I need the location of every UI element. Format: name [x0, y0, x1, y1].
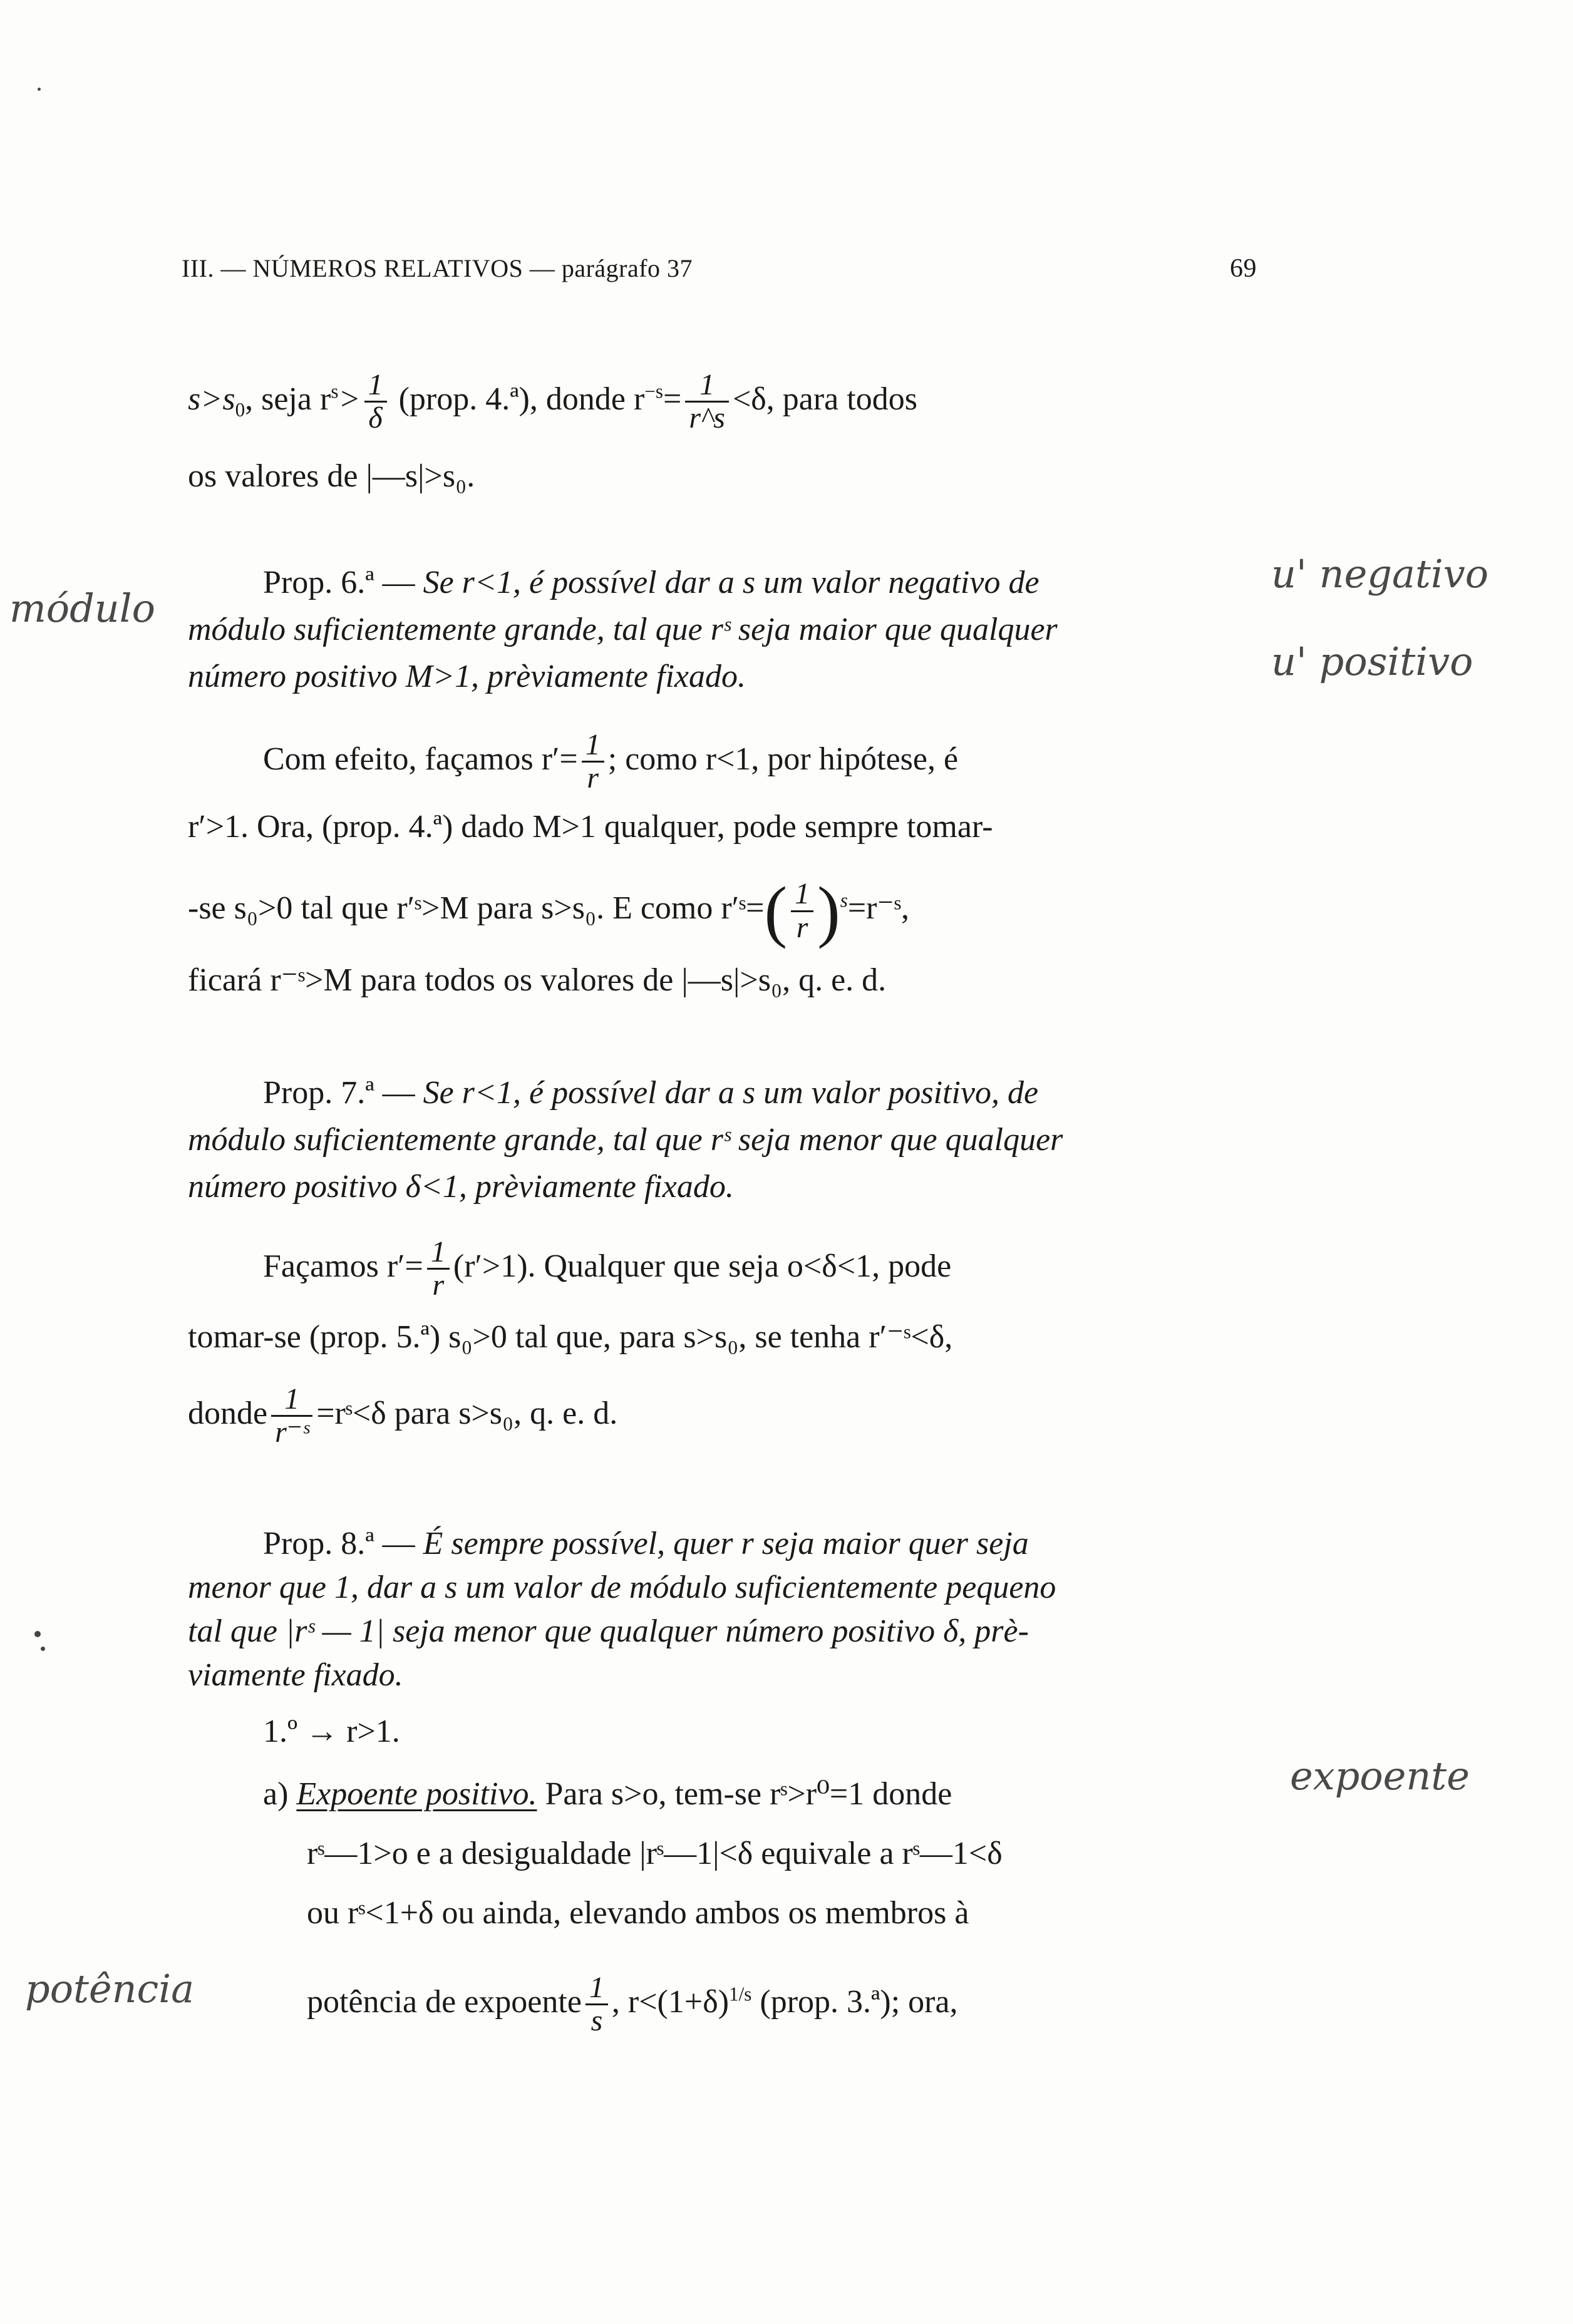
fraction — [791, 878, 813, 943]
fraction-numerator: 1 — [585, 1972, 608, 2005]
fraction-numerator: 1 — [271, 1384, 312, 1417]
superscript: −s — [644, 380, 663, 403]
prop7-proof-line-2: tomar-se (prop. 5.ª) s₀>0 tal que, para s>s₀, se tenha r′⁻ˢ<δ, — [188, 1319, 953, 1355]
text: (prop. 4.ª), donde r — [398, 381, 645, 417]
prop6-statement-line-2 — [188, 614, 1058, 646]
paren: ( — [764, 873, 788, 949]
fraction-denominator: r⁻ˢ — [275, 1416, 309, 1449]
case-a-line-3: ou rˢ<1+δ ou ainda, elevando ambos os membros à — [307, 1895, 969, 1931]
fraction-numerator: 1 — [582, 729, 604, 763]
superscript: s — [840, 889, 848, 912]
text: (prop. 3.ª); ora, — [760, 1983, 958, 2020]
text: Façamos r′= — [263, 1248, 423, 1284]
prop-text: É sempre possível, quer r seja maior quer seja — [423, 1526, 1029, 1561]
prop7-statement-line-1 — [188, 1077, 1038, 1109]
prop6-statement-line-1 — [188, 567, 1039, 599]
scan-speck — [34, 1631, 41, 1637]
case-a-line-2: rˢ—1>o e a desigualdade |rˢ—1|<δ equivale a rˢ—1<δ — [307, 1836, 1003, 1871]
prop-label: Prop. 7.ª — — [263, 1075, 415, 1111]
text: (r′>1). Qualquer que seja o<δ<1, pode — [453, 1248, 952, 1284]
prop6-proof-line-1 — [188, 729, 958, 794]
prop-text: menor que 1, dar a s um valor de módulo suficientemente pequeno — [188, 1570, 1056, 1605]
fraction — [271, 1384, 312, 1449]
prop-text: Se r<1, é possível dar a s um valor positivo, de — [423, 1075, 1039, 1111]
prop-text: tal que |rˢ — 1| seja menor que qualquer número positivo δ, prè- — [188, 1613, 1029, 1649]
text: , r<(1+δ) — [611, 1983, 730, 2020]
text: ; como r<1, por hipótese, é — [607, 741, 959, 777]
text-line-2: os valores de |—s|>s₀. — [188, 458, 475, 494]
prop6-proof-line-4: ficará r⁻ˢ>M para todos os valores de |—s|>s₀, q. e. d. — [188, 962, 887, 998]
math: s>s — [188, 381, 235, 417]
fraction — [685, 369, 729, 434]
superscript: 1/s — [729, 1983, 752, 2005]
text-line-1 — [188, 369, 917, 434]
fraction — [427, 1237, 450, 1302]
fraction — [582, 729, 604, 794]
case-heading: 1.º → r>1. — [263, 1714, 400, 1749]
paren: ) — [817, 873, 840, 949]
math: > — [338, 381, 361, 417]
fraction-denominator: r — [587, 761, 599, 795]
fraction-denominator: s — [591, 2004, 603, 2038]
prop8-statement-line-3 — [188, 1615, 1029, 1648]
subscript: 0 — [235, 399, 245, 421]
case-a-line-1 — [263, 1778, 952, 1811]
prop8-statement-line-1 — [188, 1528, 1029, 1560]
prop-text: viamente fixado. — [188, 1657, 403, 1693]
prop6-proof-line-2: r′>1. Ora, (prop. 4.ª) dado M>1 qualquer, pode sempre tomar- — [188, 809, 993, 845]
fraction-denominator: r — [796, 910, 808, 944]
prop7-proof-line-1 — [188, 1237, 951, 1302]
page-body — [188, 0, 1256, 2324]
case-a-line-4 — [307, 1972, 958, 2037]
fraction — [585, 1972, 608, 2037]
page-number: 69 — [1230, 254, 1257, 283]
fraction-denominator: r^s — [689, 401, 725, 435]
prop7-statement-line-3 — [188, 1171, 734, 1203]
text: -se s₀>0 tal que r′ˢ>M para s>s₀. E como r′ˢ= — [188, 890, 765, 926]
prop-text: número positivo M>1, prèviamente fixado. — [188, 659, 746, 694]
superscript: s — [331, 380, 339, 403]
prop-text: número positivo δ<1, prèviamente fixado. — [188, 1169, 734, 1205]
case-title: Expoente positivo. — [296, 1776, 537, 1812]
prop-text: módulo suficientemente grande, tal que rˢ seja menor que qualquer — [188, 1122, 1063, 1158]
fraction-denominator: r — [432, 1268, 445, 1302]
section-title: III. — NÚMEROS RELATIVOS — parágrafo 37 — [182, 254, 693, 282]
text: potência de expoente — [307, 1983, 582, 2020]
case-label: a) — [263, 1776, 289, 1812]
prop-text: Se r<1, é possível dar a s um valor negativo de — [423, 565, 1039, 600]
handwritten-note: expoente — [1290, 1753, 1470, 1799]
prop7-proof-line-3 — [188, 1384, 617, 1449]
text: donde — [188, 1395, 268, 1431]
handwritten-note: módulo — [9, 585, 155, 631]
prop6-proof-line-3 — [188, 873, 909, 949]
fraction-denominator: δ — [368, 401, 383, 435]
prop-label: Prop. 6.ª — — [263, 565, 415, 600]
fraction-numerator: 1 — [791, 878, 813, 912]
prop-text: módulo suficientemente grande, tal que rˢ seja maior que qualquer — [188, 612, 1058, 647]
handwritten-note: u' positivo — [1271, 639, 1473, 684]
prop-label: Prop. 8.ª — — [263, 1526, 415, 1561]
text: Para s>o, tem-se rˢ>r⁰=1 donde — [545, 1776, 952, 1812]
fraction — [364, 369, 387, 434]
prop7-statement-line-2 — [188, 1124, 1063, 1156]
text: =rˢ<δ para s>s₀, q. e. d. — [316, 1395, 618, 1431]
fraction-numerator: 1 — [364, 369, 387, 403]
prop8-statement-line-4 — [188, 1659, 403, 1692]
scan-speck — [38, 88, 41, 91]
prop8-statement-line-2 — [188, 1571, 1056, 1604]
text: <δ, para todos — [732, 381, 917, 417]
fraction-numerator: 1 — [427, 1237, 450, 1270]
text: Com efeito, façamos r′= — [263, 741, 578, 777]
text: , seja r — [245, 381, 331, 417]
text: =r⁻ˢ, — [847, 890, 909, 926]
handwritten-note: u' negativo — [1271, 551, 1489, 597]
text: = — [663, 381, 682, 417]
scan-speck — [41, 1647, 45, 1651]
prop6-statement-line-3 — [188, 661, 746, 693]
fraction-numerator: 1 — [685, 369, 729, 403]
handwritten-note: potência — [25, 1966, 195, 2012]
